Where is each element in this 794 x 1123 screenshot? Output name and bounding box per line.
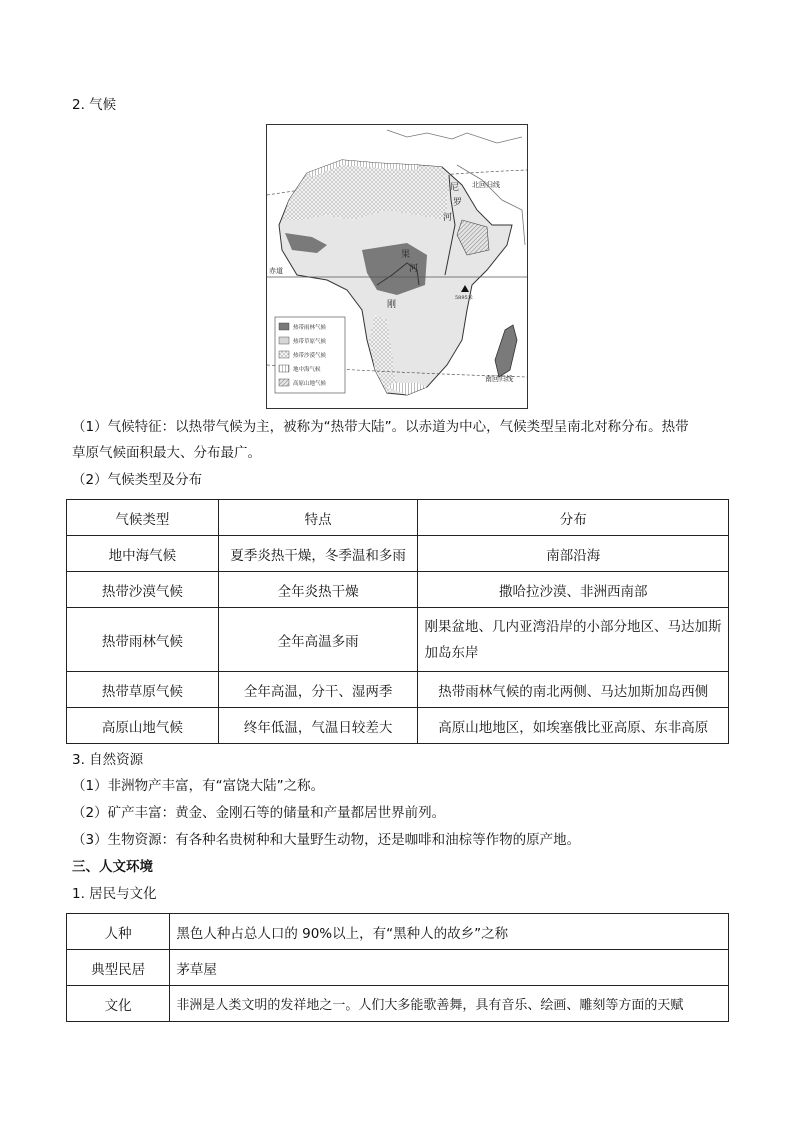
culture-label-cell: 人种	[67, 914, 170, 950]
resources-item-2: （2）矿产丰富：黄金、金刚石等的储量和产量都居世界前列。	[72, 805, 446, 821]
congo-label-3: 河	[409, 264, 419, 274]
climate-table-header: 特点	[218, 500, 418, 536]
culture-label-cell: 文化	[67, 986, 170, 1022]
climate-table-header: 气候类型	[67, 500, 219, 536]
culture-value-cell: 非洲是人类文明的发祥地之一。人们大多能歌善舞，具有音乐、绘画、雕刻等方面的天赋	[170, 986, 729, 1022]
climate-table	[66, 499, 729, 744]
congo-label-1: 刚	[387, 300, 397, 310]
africa-climate-map	[266, 124, 528, 409]
culture-value-cell: 黑色人种占总人口的 90%以上，有“黑种人的故乡”之称	[170, 914, 729, 950]
climate-feature-cell: 全年高温多雨	[218, 608, 418, 672]
table-row	[67, 950, 729, 986]
climate-features-paragraph	[72, 414, 732, 466]
legend-swatch-desert	[279, 351, 289, 358]
culture-label-cell: 典型民居	[67, 950, 170, 986]
climate-feature-cell: 全年炎热干燥	[218, 572, 418, 608]
climate-distribution-cell: 撒哈拉沙漠、非洲西南部	[418, 572, 729, 608]
table-row	[67, 708, 729, 744]
climate-feature-cell: 全年高温，分干、湿两季	[218, 672, 418, 708]
resources-item-3: （3）生物资源：有各种名贵树种和大量野生动物，还是咖啡和油棕等作物的原产地。	[72, 832, 581, 848]
tropic-south-label: 南回归线	[485, 375, 513, 383]
climate-distribution-cell: 高原山地地区，如埃塞俄比亚高原、东非高原	[418, 708, 729, 744]
legend-label-plateau: 高原山地气候	[293, 381, 327, 387]
legend-label-desert: 热带沙漠气候	[293, 353, 327, 359]
climate-table-header-row	[67, 500, 729, 536]
tropic-north-label: 北回归线	[472, 181, 500, 189]
equator-label: 赤道	[269, 267, 283, 275]
climate-type-cell: 热带雨林气候	[67, 608, 219, 672]
section-heading-climate: 2. 气候	[72, 97, 117, 113]
climate-feature-cell: 夏季炎热干燥，冬季温和多雨	[218, 536, 418, 572]
nile-label-3: 河	[443, 213, 453, 223]
climate-type-cell: 热带沙漠气候	[67, 572, 219, 608]
table-row	[67, 914, 729, 950]
climate-type-cell: 高原山地气候	[67, 708, 219, 744]
nile-label-2: 罗	[453, 198, 463, 208]
peak-label: 5895米	[455, 295, 473, 301]
climate-features-line-1: （1）气候特征：以热带气候为主，被称为“热带大陆”。以赤道为中心，气候类型呈南北对称分布。热带	[72, 419, 689, 435]
human-environment-heading: 三、人文环境	[72, 859, 153, 875]
table-row	[67, 672, 729, 708]
table-row	[67, 608, 729, 672]
map-legend	[275, 317, 345, 393]
climate-distribution-cell: 南部沿海	[418, 536, 729, 572]
legend-label-rainforest: 热带雨林气候	[293, 325, 327, 331]
table-row	[67, 536, 729, 572]
legend-label-savanna: 热带草原气候	[293, 339, 327, 345]
climate-types-heading: （2）气候类型及分布	[72, 472, 203, 488]
climate-type-cell: 地中海气候	[67, 536, 219, 572]
legend-swatch-rainforest	[279, 323, 289, 330]
residents-culture-heading: 1. 居民与文化	[72, 886, 157, 902]
resources-heading: 3. 自然资源	[72, 752, 144, 768]
resources-item-1: （1）非洲物产丰富，有“富饶大陆”之称。	[72, 778, 325, 794]
map-svg	[267, 125, 527, 408]
culture-value-cell: 茅草屋	[170, 950, 729, 986]
climate-table-header: 分布	[418, 500, 729, 536]
europe-coast	[387, 130, 522, 143]
legend-swatch-plateau	[279, 379, 289, 386]
legend-swatch-mediterranean	[279, 365, 289, 372]
culture-table	[66, 913, 729, 1022]
table-row	[67, 986, 729, 1022]
sahara-desert-zone	[282, 160, 449, 220]
legend-label-mediterranean: 地中海气候	[293, 367, 321, 373]
climate-distribution-cell: 刚果盆地、几内亚湾沿岸的小部分地区、马达加斯加岛东岸	[418, 608, 729, 672]
congo-label-2: 果	[401, 250, 411, 260]
table-row	[67, 572, 729, 608]
climate-feature-cell: 终年低温，气温日较差大	[218, 708, 418, 744]
climate-distribution-cell: 热带雨林气候的南北两侧、马达加斯加岛西侧	[418, 672, 729, 708]
madagascar	[495, 325, 517, 377]
legend-swatch-savanna	[279, 337, 289, 344]
nile-label-1: 尼	[450, 183, 460, 193]
climate-type-cell: 热带草原气候	[67, 672, 219, 708]
climate-features-line-2: 草原气候面积最大、分布最广。	[72, 445, 261, 461]
